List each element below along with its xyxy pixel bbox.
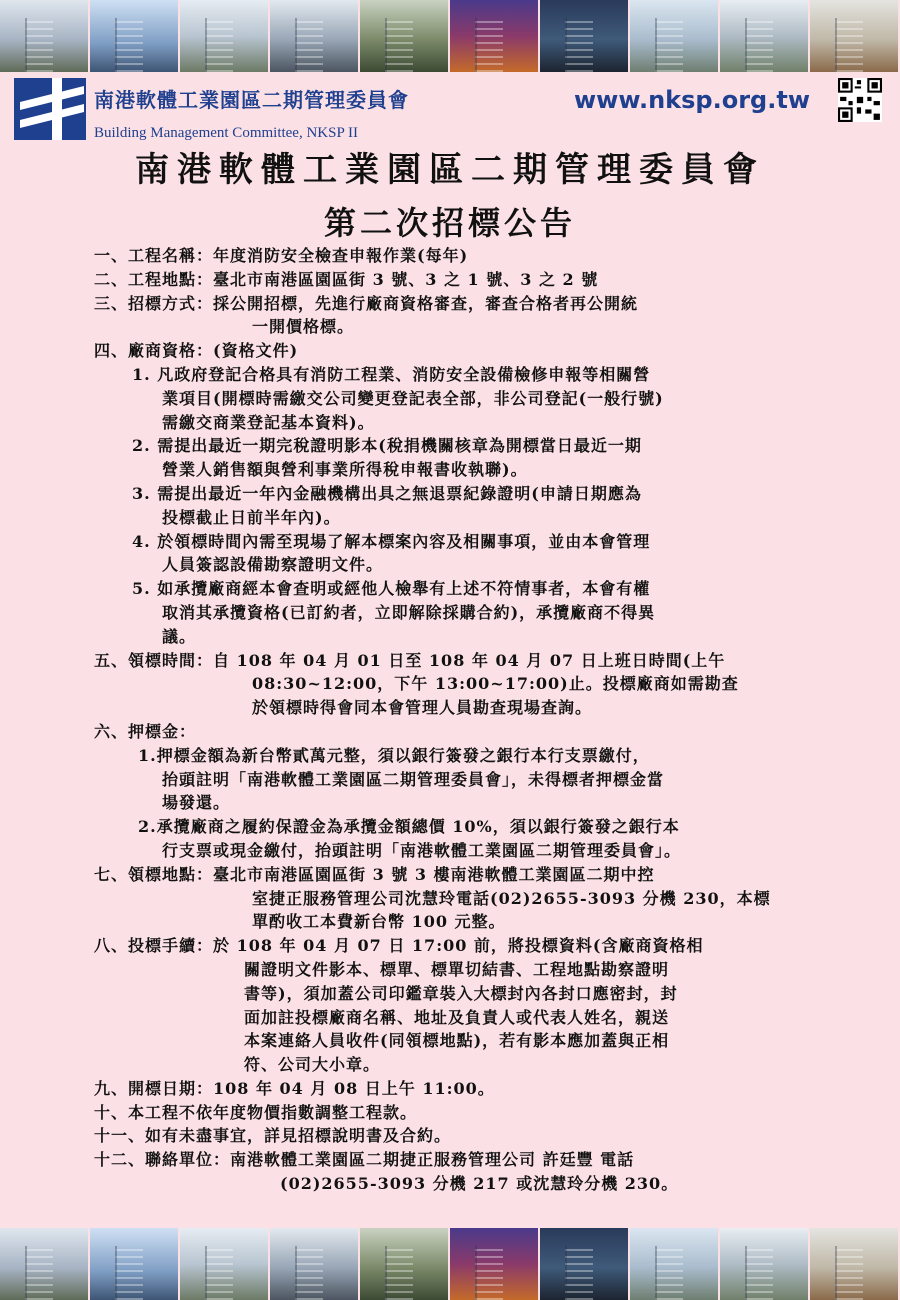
- bid-bond-item-cont: 抬頭註明「南港軟體工業園區二期管理委員會」，未得標者押標金當: [162, 769, 665, 789]
- section-project-name: 一、工程名稱：年度消防安全檢查申報作業(每年): [94, 246, 469, 265]
- section-bid-procedure-cont: 符、公司大小章。: [244, 1055, 381, 1075]
- section-qualifications: 四、廠商資格：(資格文件): [94, 341, 299, 361]
- section-bid-procedure-cont: 面加註投標廠商名稱、地址及負責人或代表人姓名，親送: [244, 1007, 670, 1027]
- qualification-item: 2. 需提出最近一期完稅證明影本(稅捐機關核章為開標當日最近一期: [132, 436, 642, 456]
- website-url[interactable]: www.nksp.org.tw: [574, 86, 810, 114]
- qualification-item: 3. 需提出最近一年內金融機構出具之無退票紀錄證明(申請日期應為: [132, 483, 642, 503]
- building-photo: [90, 1228, 180, 1300]
- section-bid-procedure: 八、投標手續：於 108 年 04 月 07 日 17:00 前，將投標資料(含廠商資格相: [94, 936, 704, 956]
- page-title: 南港軟體工業園區二期管理委員會: [135, 150, 765, 190]
- building-photo: [720, 1228, 810, 1300]
- qualification-item-cont: 需繳交商業登記基本資料)。: [162, 412, 375, 432]
- section-project-location: 二、工程地點：臺北市南港區園區街 3 號、3 之 1 號、3 之 2 號: [94, 269, 599, 289]
- qualification-item-cont: 投標截止日前半年內)。: [162, 507, 341, 527]
- org-name-en: Building Management Committee, NKSP II: [94, 125, 359, 141]
- bid-bond-item: 2.承攬廠商之履約保證金為承攬金額總價 10%，須以銀行簽發之銀行本: [138, 817, 680, 837]
- nksp-logo-icon: [14, 72, 86, 144]
- section-bid-bond: 六、押標金：: [94, 721, 197, 741]
- section-tender-method: 三、招標方式：採公開招標，先進行廠商資格審查，審查合格者再公開統: [94, 293, 639, 313]
- header-band: [0, 72, 900, 148]
- building-photo: [180, 0, 270, 72]
- section-price-adjustment: 十、本工程不依年度物價指數調整工程款。: [94, 1102, 418, 1122]
- building-photo: [630, 0, 720, 72]
- building-photo: [270, 0, 360, 72]
- qualification-item-cont: 營業人銷售額與營利事業所得稅申報書收執聯)。: [162, 460, 528, 480]
- qualification-item-cont: 人員簽認設備勘察證明文件。: [162, 555, 384, 575]
- building-photo: [360, 1228, 450, 1300]
- section-tender-method-cont: 一開價格標。: [252, 317, 355, 337]
- section-opening-date: 九、開標日期：108 年 04 月 08 日上午 11:00。: [94, 1078, 495, 1098]
- building-photo: [630, 1228, 720, 1300]
- qualification-item: 5. 如承攬廠商經本會查明或經他人檢舉有上述不符情事者，本會有權: [132, 579, 651, 599]
- building-photo: [0, 1228, 90, 1300]
- section-other-matters: 十一、如有未盡事宜，詳見招標說明書及合約。: [94, 1126, 452, 1146]
- bid-bond-item: 1.押標金額為新台幣貳萬元整，須以銀行簽發之銀行本行支票繳付，: [138, 745, 650, 765]
- section-collection-place-cont: 單酌收工本費新台幣 100 元整。: [252, 912, 506, 932]
- bottom-photo-strip: [0, 1228, 900, 1300]
- building-photo: [180, 1228, 270, 1300]
- announcement-body: [94, 244, 806, 1196]
- top-photo-strip: [0, 0, 900, 72]
- qualification-item-cont: 業項目(開標時需繳交公司變更登記表全部，非公司登記(一般行號): [162, 388, 664, 408]
- bid-bond-item-cont: 行支票或現金繳付，抬頭註明「南港軟體工業園區二期管理委員會」。: [162, 840, 682, 860]
- qualification-item-cont: 取消其承攬資格(已訂約者，立即解除採購合約)，承攬廠商不得異: [162, 602, 656, 622]
- building-photo: [270, 1228, 360, 1300]
- section-collection-place: 七、領標地點：臺北市南港區園區街 3 號 3 樓南港軟體工業園區二期中控: [94, 864, 655, 884]
- building-photo: [540, 0, 630, 72]
- building-photo: [90, 0, 180, 72]
- org-name-zh: 南港軟體工業園區二期管理委員會: [94, 88, 409, 112]
- qualification-item: 4. 於領標時間內需至現場了解本標案內容及相關事項，並由本會管理: [132, 531, 651, 551]
- qualification-item-cont: 議。: [162, 626, 197, 646]
- building-photo: [0, 0, 90, 72]
- building-photo: [810, 0, 900, 72]
- bid-bond-item-cont: 場發還。: [162, 793, 231, 813]
- section-bid-procedure-cont: 關證明文件影本、標單、標單切結書、工程地點勘察證明: [244, 959, 670, 979]
- section-bid-procedure-cont: 本案連絡人員收件(同領標地點)，若有影本應加蓋與正相: [244, 1031, 670, 1051]
- qualification-item: 1. 凡政府登記合格具有消防工程業、消防安全設備檢修申報等相關營: [132, 364, 651, 384]
- section-contact-cont: (02)2655-3093 分機 217 或沈慧玲分機 230。: [280, 1174, 679, 1194]
- building-photo: [360, 0, 450, 72]
- announcement-subtitle: 第二次招標公告: [323, 204, 576, 242]
- building-photo: [810, 1228, 900, 1300]
- building-photo: [540, 1228, 630, 1300]
- section-collection-time-cont: 08:30~12:00，下午 13:00~17:00)止。投標廠商如需勘查: [252, 674, 739, 694]
- section-collection-time: 五、領標時間：自 108 年 04 月 01 日至 108 年 04 月 07 日上班日時間(上午: [94, 650, 726, 670]
- building-photo: [450, 0, 540, 72]
- section-collection-time-cont: 於領標時得會同本會管理人員勘查現場查詢。: [252, 698, 593, 718]
- qr-code-icon[interactable]: [838, 78, 882, 122]
- section-collection-place-cont: 室捷正服務管理公司沈慧玲電話(02)2655-3093 分機 230，本標: [252, 888, 771, 908]
- section-bid-procedure-cont: 書等)，須加蓋公司印鑑章裝入大標封內各封口應密封，封: [244, 983, 678, 1003]
- building-photo: [450, 1228, 540, 1300]
- building-photo: [720, 0, 810, 72]
- section-contact: 十二、聯絡單位：南港軟體工業園區二期捷正服務管理公司 許廷豐 電話: [94, 1150, 635, 1170]
